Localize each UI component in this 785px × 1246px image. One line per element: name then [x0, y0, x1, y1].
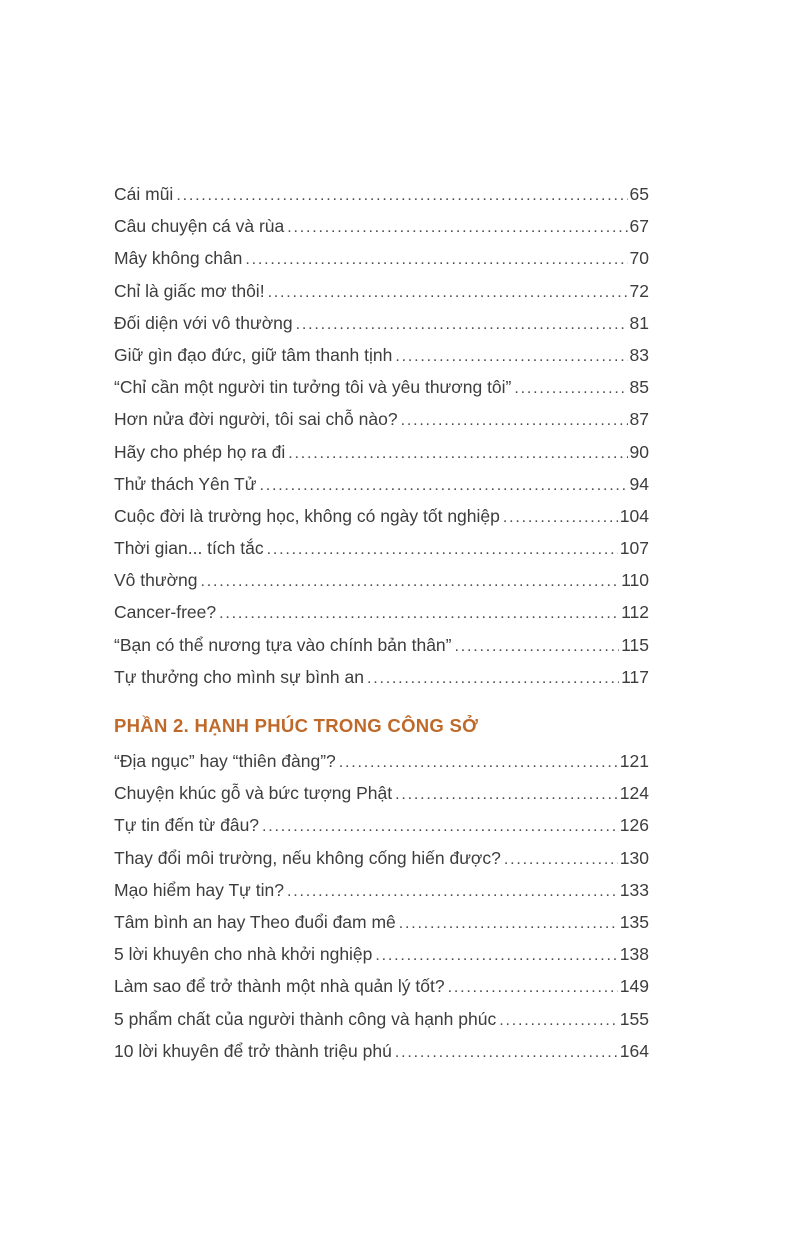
toc-entry-page-number: 90	[629, 441, 649, 462]
dot-leader	[267, 538, 618, 559]
dot-leader	[259, 474, 627, 495]
toc-row	[114, 783, 649, 815]
dot-leader	[176, 184, 627, 205]
toc-entry-page-number: 85	[629, 377, 649, 398]
toc-entry-page-number: 155	[619, 1008, 649, 1029]
toc-entry-title: Mây không chân	[114, 248, 243, 269]
dot-leader	[399, 912, 618, 933]
toc-row	[114, 409, 649, 441]
toc-entry-title: Tự tin đến từ đâu?	[114, 815, 260, 836]
dot-leader	[219, 602, 619, 623]
table-of-contents	[114, 184, 649, 1073]
dot-leader	[268, 281, 628, 302]
toc-list-part1	[114, 184, 649, 699]
toc-entry-page-number: 164	[619, 1040, 649, 1061]
toc-row	[114, 1041, 649, 1073]
toc-entry-title: Làm sao để trở thành một nhà quản lý tốt?	[114, 976, 445, 997]
toc-entry-page-number: 117	[621, 666, 649, 687]
toc-entry-page-number: 133	[619, 879, 649, 900]
toc-entry-title: Giữ gìn đạo đức, giữ tâm thanh tịnh	[114, 344, 393, 365]
toc-row	[114, 635, 649, 667]
dot-leader	[395, 345, 627, 366]
toc-entry-title: “Địa ngục” hay “thiên đàng”?	[114, 751, 336, 771]
toc-row	[114, 848, 649, 880]
toc-row	[114, 345, 649, 377]
toc-row	[114, 216, 649, 248]
dot-leader	[375, 944, 617, 965]
toc-entry-page-number: 83	[629, 344, 649, 365]
toc-row	[114, 880, 649, 912]
toc-entry-title: “Bạn có thể nương tựa vào chính bản thân”	[114, 634, 452, 655]
toc-row	[114, 912, 649, 944]
toc-list-part2	[114, 751, 649, 1073]
dot-leader	[288, 442, 627, 463]
dot-leader	[339, 751, 618, 772]
toc-row	[114, 248, 649, 280]
dot-leader	[287, 880, 618, 901]
toc-row	[114, 944, 649, 976]
toc-entry-title: Thời gian... tích tắc	[114, 538, 264, 559]
toc-row	[114, 281, 649, 313]
toc-entry-page-number: 67	[629, 216, 649, 237]
dot-leader	[262, 815, 618, 836]
dot-leader	[504, 848, 618, 869]
toc-entry-page-number: 126	[619, 815, 649, 836]
toc-entry-title: Chuyện khúc gỗ và bức tượng Phật	[114, 783, 393, 804]
toc-entry-page-number: 94	[629, 473, 649, 494]
toc-entry-page-number: 70	[629, 248, 649, 269]
toc-entry-page-number: 130	[619, 847, 649, 868]
dot-leader	[514, 377, 627, 398]
toc-row	[114, 313, 649, 345]
toc-entry-page-number: 104	[619, 505, 649, 526]
toc-row	[114, 667, 649, 699]
toc-entry-page-number: 81	[629, 312, 649, 333]
toc-row	[114, 377, 649, 409]
toc-entry-page-number: 149	[619, 976, 649, 997]
toc-entry-title: Thử thách Yên Tử	[114, 473, 257, 494]
toc-entry-title: Cancer-free?	[114, 602, 217, 623]
toc-entry-page-number: 65	[629, 184, 649, 204]
toc-row	[114, 1009, 649, 1041]
dot-leader	[454, 635, 619, 656]
toc-entry-title: Chỉ là giấc mơ thôi!	[114, 280, 265, 301]
toc-entry-title: Vô thường	[114, 570, 198, 591]
toc-entry-page-number: 107	[619, 538, 649, 559]
toc-entry-page-number: 110	[621, 570, 649, 591]
dot-leader	[395, 783, 618, 804]
section-heading-part2: PHẦN 2. HẠNH PHÚC TRONG CÔNG SỞ	[114, 715, 479, 736]
dot-leader	[201, 570, 620, 591]
toc-entry-title: Cái mũi	[114, 184, 174, 204]
toc-row	[114, 442, 649, 474]
toc-entry-page-number: 124	[619, 783, 649, 804]
toc-row	[114, 538, 649, 570]
dot-leader	[401, 409, 628, 430]
toc-entry-title: Cuộc đời là trường học, không có ngày tốt nghiệp	[114, 505, 500, 526]
toc-entry-title: 5 lời khuyên cho nhà khởi nghiệp	[114, 944, 373, 965]
toc-entry-title: Đối diện với vô thường	[114, 312, 293, 333]
dot-leader	[367, 667, 619, 688]
toc-row	[114, 506, 649, 538]
toc-row	[114, 976, 649, 1008]
toc-entry-title: 10 lời khuyên để trở thành triệu phú	[114, 1040, 392, 1061]
dot-leader	[503, 506, 618, 527]
toc-row	[114, 602, 649, 634]
toc-entry-title: Thay đổi môi trường, nếu không cống hiến được?	[114, 847, 501, 868]
dot-leader	[296, 313, 628, 334]
toc-row	[114, 184, 649, 216]
toc-row	[114, 570, 649, 602]
toc-entry-page-number: 121	[619, 751, 649, 771]
dot-leader	[395, 1041, 618, 1062]
toc-entry-page-number: 87	[629, 409, 649, 430]
toc-entry-page-number: 135	[619, 911, 649, 932]
toc-entry-title: “Chỉ cần một người tin tưởng tôi và yêu thương tôi”	[114, 377, 512, 398]
toc-row	[114, 474, 649, 506]
toc-entry-page-number: 138	[619, 944, 649, 965]
toc-entry-title: 5 phẩm chất của người thành công và hạnh phúc	[114, 1008, 497, 1029]
toc-entry-title: Câu chuyện cá và rùa	[114, 216, 285, 237]
dot-leader	[287, 216, 627, 237]
toc-entry-title: Tâm bình an hay Theo đuổi đam mê	[114, 911, 396, 932]
toc-entry-title: Hơn nửa đời người, tôi sai chỗ nào?	[114, 409, 398, 430]
dot-leader	[448, 976, 618, 997]
toc-entry-page-number: 115	[621, 634, 649, 655]
toc-entry-page-number: 72	[629, 280, 649, 301]
dot-leader	[245, 248, 627, 269]
dot-leader	[499, 1009, 618, 1030]
toc-row	[114, 815, 649, 847]
toc-entry-title: Tự thưởng cho mình sự bình an	[114, 666, 364, 687]
toc-entry-page-number: 112	[621, 602, 649, 623]
toc-entry-title: Hãy cho phép họ ra đi	[114, 441, 286, 462]
toc-row	[114, 751, 649, 783]
toc-entry-title: Mạo hiểm hay Tự tin?	[114, 879, 284, 900]
